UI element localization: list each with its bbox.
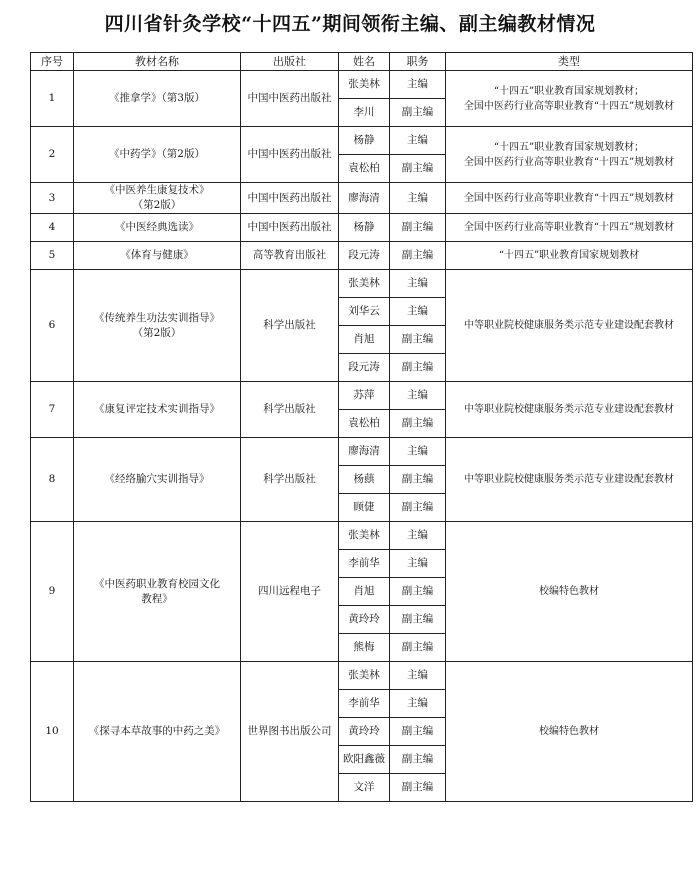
editor-role: 副主编 — [390, 99, 446, 127]
table-row — [31, 214, 693, 242]
editor-name: 欧阳鑫薇 — [339, 746, 390, 774]
table-row — [31, 522, 693, 550]
page-title: 四川省针灸学校“十四五”期间领衔主编、副主编教材情况 — [104, 13, 596, 35]
editor-role: 主编 — [390, 298, 446, 326]
publisher: 四川远程电子 — [241, 522, 339, 662]
book-title: 《中药学》（第2版） — [74, 127, 241, 183]
editor-name: 张美林 — [339, 270, 390, 298]
editor-role: 副主编 — [390, 155, 446, 183]
book-title: 《康复评定技术实训指导》 — [74, 382, 241, 438]
table-row — [31, 438, 693, 466]
editor-role: 副主编 — [390, 746, 446, 774]
book-title: 《中医养生康复技术》 （第2版） — [74, 183, 241, 214]
editor-name: 张美林 — [339, 522, 390, 550]
book-title: 《中医药职业教育校园文化 教程》 — [74, 522, 241, 662]
textbook-type: 中等职业院校健康服务类示范专业建设配套教材 — [446, 382, 693, 438]
header-cell: 类型 — [446, 53, 693, 71]
textbook-type: 全国中医药行业高等职业教育“十四五”规划教材 — [446, 183, 693, 214]
row-number: 2 — [31, 127, 74, 183]
textbook-type: “十四五”职业教育国家规划教材 — [446, 242, 693, 270]
table-row — [31, 270, 693, 298]
table-row — [31, 127, 693, 155]
editor-name: 段元涛 — [339, 242, 390, 270]
editor-name: 顾倢 — [339, 494, 390, 522]
editor-role: 副主编 — [390, 494, 446, 522]
editor-role: 副主编 — [390, 718, 446, 746]
editor-name: 段元涛 — [339, 354, 390, 382]
publisher: 科学出版社 — [241, 270, 339, 382]
editor-role: 主编 — [390, 550, 446, 578]
editor-role: 主编 — [390, 662, 446, 690]
editor-role: 副主编 — [390, 634, 446, 662]
row-number: 9 — [31, 522, 74, 662]
textbook-type: 全国中医药行业高等职业教育“十四五”规划教材 — [446, 214, 693, 242]
book-title: 《中医经典选读》 — [74, 214, 241, 242]
editor-role: 副主编 — [390, 410, 446, 438]
editor-role: 副主编 — [390, 354, 446, 382]
publisher: 科学出版社 — [241, 382, 339, 438]
header-cell: 姓名 — [339, 53, 390, 71]
publisher: 中国中医药出版社 — [241, 183, 339, 214]
editor-name: 杨静 — [339, 214, 390, 242]
editor-role: 主编 — [390, 270, 446, 298]
header-cell: 出版社 — [241, 53, 339, 71]
row-number: 1 — [31, 71, 74, 127]
editor-name: 文洋 — [339, 774, 390, 802]
textbook-table — [30, 52, 693, 802]
book-title: 《推拿学》（第3版） — [74, 71, 241, 127]
editor-role: 副主编 — [390, 466, 446, 494]
editor-name: 刘华云 — [339, 298, 390, 326]
row-number: 7 — [31, 382, 74, 438]
editor-name: 熊梅 — [339, 634, 390, 662]
editor-name: 李前华 — [339, 690, 390, 718]
editor-role: 主编 — [390, 522, 446, 550]
editor-role: 副主编 — [390, 774, 446, 802]
editor-role: 主编 — [390, 127, 446, 155]
textbook-type: “十四五”职业教育国家规划教材； 全国中医药行业高等职业教育“十四五”规划教材 — [446, 127, 693, 183]
row-number: 10 — [31, 662, 74, 802]
row-number: 8 — [31, 438, 74, 522]
table-row — [31, 662, 693, 690]
editor-role: 副主编 — [390, 242, 446, 270]
editor-role: 主编 — [390, 183, 446, 214]
editor-name: 袁松柏 — [339, 155, 390, 183]
editor-name: 张美林 — [339, 71, 390, 99]
table-row — [31, 242, 693, 270]
header-row — [31, 53, 693, 71]
editor-role: 主编 — [390, 71, 446, 99]
book-title: 《探寻本草故事的中药之美》 — [74, 662, 241, 802]
header-cell: 职务 — [390, 53, 446, 71]
book-title: 《体育与健康》 — [74, 242, 241, 270]
editor-name: 李前华 — [339, 550, 390, 578]
table-row — [31, 71, 693, 99]
editor-role: 副主编 — [390, 326, 446, 354]
editor-name: 杨蕻 — [339, 466, 390, 494]
editor-role: 副主编 — [390, 214, 446, 242]
editor-role: 副主编 — [390, 578, 446, 606]
textbook-type: 校编特色教材 — [446, 522, 693, 662]
textbook-type: 中等职业院校健康服务类示范专业建设配套教材 — [446, 270, 693, 382]
editor-name: 廖海清 — [339, 183, 390, 214]
editor-name: 李川 — [339, 99, 390, 127]
editor-name: 黄玲玲 — [339, 606, 390, 634]
row-number: 6 — [31, 270, 74, 382]
row-number: 5 — [31, 242, 74, 270]
header-cell: 序号 — [31, 53, 74, 71]
table-row — [31, 382, 693, 410]
editor-name: 袁松柏 — [339, 410, 390, 438]
book-title: 《经络腧穴实训指导》 — [74, 438, 241, 522]
editor-name: 杨静 — [339, 127, 390, 155]
editor-name: 肖旭 — [339, 326, 390, 354]
editor-name: 廖海清 — [339, 438, 390, 466]
textbook-type: 中等职业院校健康服务类示范专业建设配套教材 — [446, 438, 693, 522]
editor-role: 主编 — [390, 690, 446, 718]
editor-role: 主编 — [390, 438, 446, 466]
editor-name: 张美林 — [339, 662, 390, 690]
publisher: 中国中医药出版社 — [241, 214, 339, 242]
editor-name: 肖旭 — [339, 578, 390, 606]
publisher: 高等教育出版社 — [241, 242, 339, 270]
header-cell: 教材名称 — [74, 53, 241, 71]
textbook-type: 校编特色教材 — [446, 662, 693, 802]
editor-name: 黄玲玲 — [339, 718, 390, 746]
book-title: 《传统养生功法实训指导》 （第2版） — [74, 270, 241, 382]
editor-role: 主编 — [390, 382, 446, 410]
row-number: 3 — [31, 183, 74, 214]
editor-name: 苏萍 — [339, 382, 390, 410]
publisher: 中国中医药出版社 — [241, 71, 339, 127]
table-row — [31, 183, 693, 214]
publisher: 科学出版社 — [241, 438, 339, 522]
publisher: 世界图书出版公司 — [241, 662, 339, 802]
row-number: 4 — [31, 214, 74, 242]
publisher: 中国中医药出版社 — [241, 127, 339, 183]
editor-role: 副主编 — [390, 606, 446, 634]
textbook-type: “十四五”职业教育国家规划教材； 全国中医药行业高等职业教育“十四五”规划教材 — [446, 71, 693, 127]
